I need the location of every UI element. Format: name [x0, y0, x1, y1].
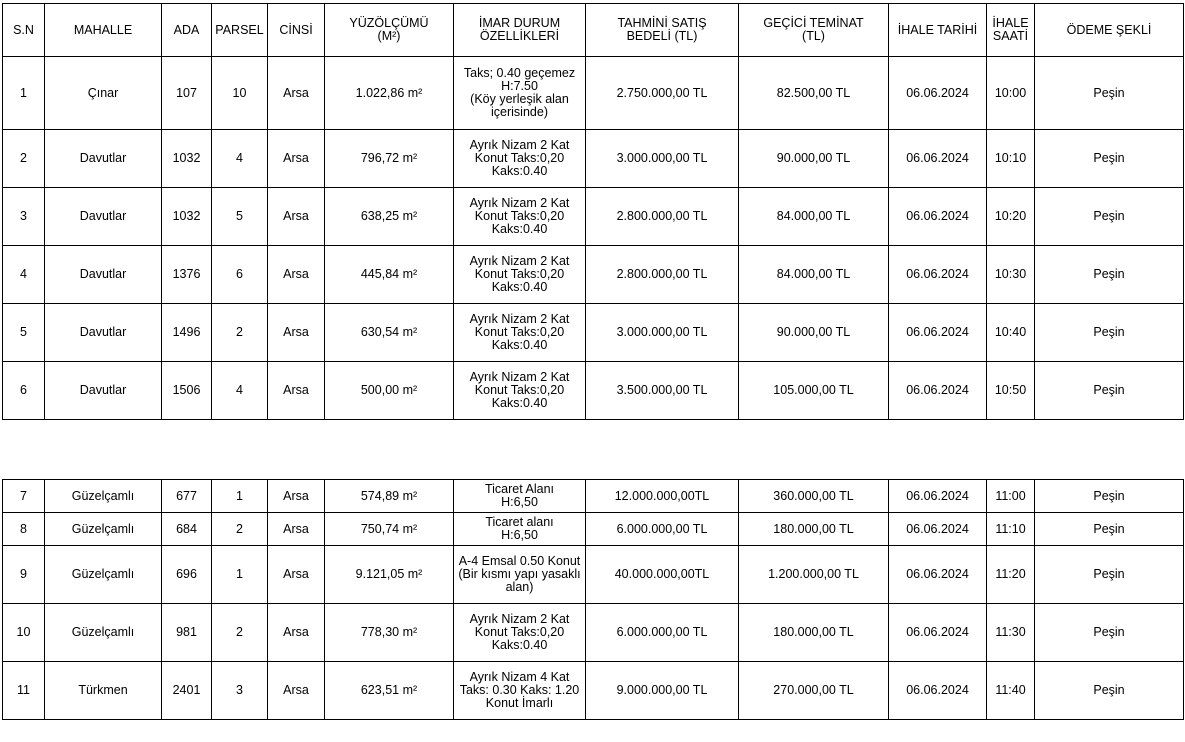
cell-parsel: 4 [212, 130, 268, 188]
table-row [3, 480, 1184, 513]
cell-saat: 11:20 [987, 546, 1035, 604]
header-imar: İMAR DURUM ÖZELLİKLERİ [454, 4, 586, 57]
cell-yuzolcumu: 1.022,86 m² [325, 57, 454, 130]
table-row [3, 304, 1184, 362]
header-saat: İHALE SAATİ [987, 4, 1035, 57]
cell-odeme: Peşin [1035, 480, 1184, 513]
table-row [3, 246, 1184, 304]
cell-bedel: 12.000.000,00TL [586, 480, 739, 513]
cell-cinsi: Arsa [268, 57, 325, 130]
cell-parsel: 4 [212, 362, 268, 420]
cell-ada: 1376 [162, 246, 212, 304]
cell-saat: 11:10 [987, 513, 1035, 546]
cell-bedel: 6.000.000,00 TL [586, 604, 739, 662]
cell-odeme: Peşin [1035, 546, 1184, 604]
cell-parsel: 2 [212, 604, 268, 662]
cell-bedel: 40.000.000,00TL [586, 546, 739, 604]
cell-mahalle: Davutlar [45, 188, 162, 246]
cell-odeme: Peşin [1035, 188, 1184, 246]
cell-teminat: 105.000,00 TL [739, 362, 889, 420]
cell-tarih: 06.06.2024 [889, 480, 987, 513]
cell-bedel: 2.800.000,00 TL [586, 246, 739, 304]
cell-imar: Ayrık Nizam 2 Kat Konut Taks:0,20 Kaks:0.40 [454, 246, 586, 304]
auction-table-part2 [2, 479, 1184, 720]
table-row [3, 57, 1184, 130]
cell-yuzolcumu: 796,72 m² [325, 130, 454, 188]
cell-sn: 9 [3, 546, 45, 604]
cell-saat: 10:50 [987, 362, 1035, 420]
table-row [3, 604, 1184, 662]
header-odeme: ÖDEME ŞEKLİ [1035, 4, 1184, 57]
cell-odeme: Peşin [1035, 57, 1184, 130]
cell-saat: 11:30 [987, 604, 1035, 662]
cell-sn: 6 [3, 362, 45, 420]
table-row [3, 188, 1184, 246]
cell-tarih: 06.06.2024 [889, 304, 987, 362]
cell-saat: 10:00 [987, 57, 1035, 130]
cell-yuzolcumu: 9.121,05 m² [325, 546, 454, 604]
cell-bedel: 3.000.000,00 TL [586, 130, 739, 188]
header-ada: ADA [162, 4, 212, 57]
auction-table-part1 [2, 3, 1184, 420]
cell-cinsi: Arsa [268, 480, 325, 513]
cell-teminat: 82.500,00 TL [739, 57, 889, 130]
cell-odeme: Peşin [1035, 304, 1184, 362]
cell-parsel: 6 [212, 246, 268, 304]
cell-sn: 8 [3, 513, 45, 546]
cell-yuzolcumu: 750,74 m² [325, 513, 454, 546]
cell-tarih: 06.06.2024 [889, 188, 987, 246]
cell-odeme: Peşin [1035, 130, 1184, 188]
cell-bedel: 6.000.000,00 TL [586, 513, 739, 546]
cell-tarih: 06.06.2024 [889, 662, 987, 720]
cell-mahalle: Davutlar [45, 362, 162, 420]
cell-yuzolcumu: 500,00 m² [325, 362, 454, 420]
cell-imar: Ayrık Nizam 2 Kat Konut Taks:0,20 Kaks:0.40 [454, 362, 586, 420]
table-row [3, 546, 1184, 604]
cell-bedel: 2.750.000,00 TL [586, 57, 739, 130]
cell-ada: 684 [162, 513, 212, 546]
cell-odeme: Peşin [1035, 362, 1184, 420]
cell-saat: 10:40 [987, 304, 1035, 362]
cell-imar: Ayrık Nizam 2 Kat Konut Taks:0,20 Kaks:0.40 [454, 188, 586, 246]
cell-yuzolcumu: 638,25 m² [325, 188, 454, 246]
cell-tarih: 06.06.2024 [889, 130, 987, 188]
cell-teminat: 90.000,00 TL [739, 304, 889, 362]
cell-bedel: 3.000.000,00 TL [586, 304, 739, 362]
cell-mahalle: Davutlar [45, 130, 162, 188]
cell-sn: 5 [3, 304, 45, 362]
cell-mahalle: Türkmen [45, 662, 162, 720]
cell-parsel: 3 [212, 662, 268, 720]
cell-ada: 1032 [162, 188, 212, 246]
cell-parsel: 1 [212, 546, 268, 604]
cell-teminat: 84.000,00 TL [739, 188, 889, 246]
cell-mahalle: Güzelçamlı [45, 604, 162, 662]
cell-cinsi: Arsa [268, 130, 325, 188]
cell-odeme: Peşin [1035, 662, 1184, 720]
cell-cinsi: Arsa [268, 304, 325, 362]
table-row [3, 662, 1184, 720]
cell-parsel: 10 [212, 57, 268, 130]
cell-imar: Ayrık Nizam 2 Kat Konut Taks:0,20 Kaks:0.40 [454, 304, 586, 362]
cell-saat: 10:10 [987, 130, 1035, 188]
cell-sn: 10 [3, 604, 45, 662]
cell-imar: Ticaret Alanı H:6,50 [454, 480, 586, 513]
cell-saat: 10:30 [987, 246, 1035, 304]
cell-bedel: 9.000.000,00 TL [586, 662, 739, 720]
header-cinsi: CİNSİ [268, 4, 325, 57]
header-parsel: PARSEL [212, 4, 268, 57]
cell-mahalle: Güzelçamlı [45, 513, 162, 546]
cell-mahalle: Davutlar [45, 304, 162, 362]
cell-tarih: 06.06.2024 [889, 546, 987, 604]
cell-imar: Ticaret alanı H:6,50 [454, 513, 586, 546]
cell-imar: A-4 Emsal 0.50 Konut (Bir kısmı yapı yasaklı alan) [454, 546, 586, 604]
cell-ada: 696 [162, 546, 212, 604]
cell-saat: 11:40 [987, 662, 1035, 720]
cell-yuzolcumu: 574,89 m² [325, 480, 454, 513]
cell-ada: 1496 [162, 304, 212, 362]
header-teminat: GEÇİCİ TEMİNAT (TL) [739, 4, 889, 57]
table-row [3, 130, 1184, 188]
cell-parsel: 2 [212, 304, 268, 362]
cell-cinsi: Arsa [268, 188, 325, 246]
cell-cinsi: Arsa [268, 546, 325, 604]
header-yuzolcumu: YÜZÖLÇÜMÜ (M²) [325, 4, 454, 57]
cell-ada: 1506 [162, 362, 212, 420]
cell-tarih: 06.06.2024 [889, 604, 987, 662]
cell-parsel: 1 [212, 480, 268, 513]
cell-yuzolcumu: 445,84 m² [325, 246, 454, 304]
cell-cinsi: Arsa [268, 246, 325, 304]
cell-teminat: 270.000,00 TL [739, 662, 889, 720]
header-sn: S.N [3, 4, 45, 57]
cell-sn: 3 [3, 188, 45, 246]
cell-sn: 11 [3, 662, 45, 720]
cell-teminat: 90.000,00 TL [739, 130, 889, 188]
header-bedel: TAHMİNİ SATIŞ BEDELİ (TL) [586, 4, 739, 57]
cell-imar: Ayrık Nizam 2 Kat Konut Taks:0,20 Kaks:0.40 [454, 130, 586, 188]
cell-bedel: 3.500.000,00 TL [586, 362, 739, 420]
cell-mahalle: Güzelçamlı [45, 546, 162, 604]
cell-yuzolcumu: 630,54 m² [325, 304, 454, 362]
cell-mahalle: Davutlar [45, 246, 162, 304]
cell-ada: 107 [162, 57, 212, 130]
cell-tarih: 06.06.2024 [889, 513, 987, 546]
cell-tarih: 06.06.2024 [889, 246, 987, 304]
cell-saat: 11:00 [987, 480, 1035, 513]
cell-sn: 1 [3, 57, 45, 130]
cell-cinsi: Arsa [268, 662, 325, 720]
cell-cinsi: Arsa [268, 362, 325, 420]
table-row [3, 513, 1184, 546]
cell-parsel: 2 [212, 513, 268, 546]
cell-imar: Taks; 0.40 geçemez H:7.50 (Köy yerleşik alan içerisinde) [454, 57, 586, 130]
cell-cinsi: Arsa [268, 513, 325, 546]
cell-tarih: 06.06.2024 [889, 362, 987, 420]
cell-imar: Ayrık Nizam 4 Kat Taks: 0.30 Kaks: 1.20 Konut İmarlı [454, 662, 586, 720]
cell-teminat: 84.000,00 TL [739, 246, 889, 304]
cell-teminat: 180.000,00 TL [739, 513, 889, 546]
cell-cinsi: Arsa [268, 604, 325, 662]
cell-mahalle: Çınar [45, 57, 162, 130]
cell-mahalle: Güzelçamlı [45, 480, 162, 513]
cell-ada: 981 [162, 604, 212, 662]
table-row [3, 362, 1184, 420]
header-row [3, 4, 1184, 57]
cell-yuzolcumu: 778,30 m² [325, 604, 454, 662]
cell-teminat: 180.000,00 TL [739, 604, 889, 662]
cell-teminat: 1.200.000,00 TL [739, 546, 889, 604]
cell-odeme: Peşin [1035, 513, 1184, 546]
cell-sn: 2 [3, 130, 45, 188]
cell-odeme: Peşin [1035, 246, 1184, 304]
cell-tarih: 06.06.2024 [889, 57, 987, 130]
cell-parsel: 5 [212, 188, 268, 246]
cell-ada: 2401 [162, 662, 212, 720]
cell-teminat: 360.000,00 TL [739, 480, 889, 513]
cell-ada: 677 [162, 480, 212, 513]
cell-saat: 10:20 [987, 188, 1035, 246]
header-mahalle: MAHALLE [45, 4, 162, 57]
header-tarih: İHALE TARİHİ [889, 4, 987, 57]
cell-sn: 7 [3, 480, 45, 513]
cell-imar: Ayrık Nizam 2 Kat Konut Taks:0,20 Kaks:0.40 [454, 604, 586, 662]
cell-bedel: 2.800.000,00 TL [586, 188, 739, 246]
cell-odeme: Peşin [1035, 604, 1184, 662]
cell-ada: 1032 [162, 130, 212, 188]
cell-yuzolcumu: 623,51 m² [325, 662, 454, 720]
cell-sn: 4 [3, 246, 45, 304]
